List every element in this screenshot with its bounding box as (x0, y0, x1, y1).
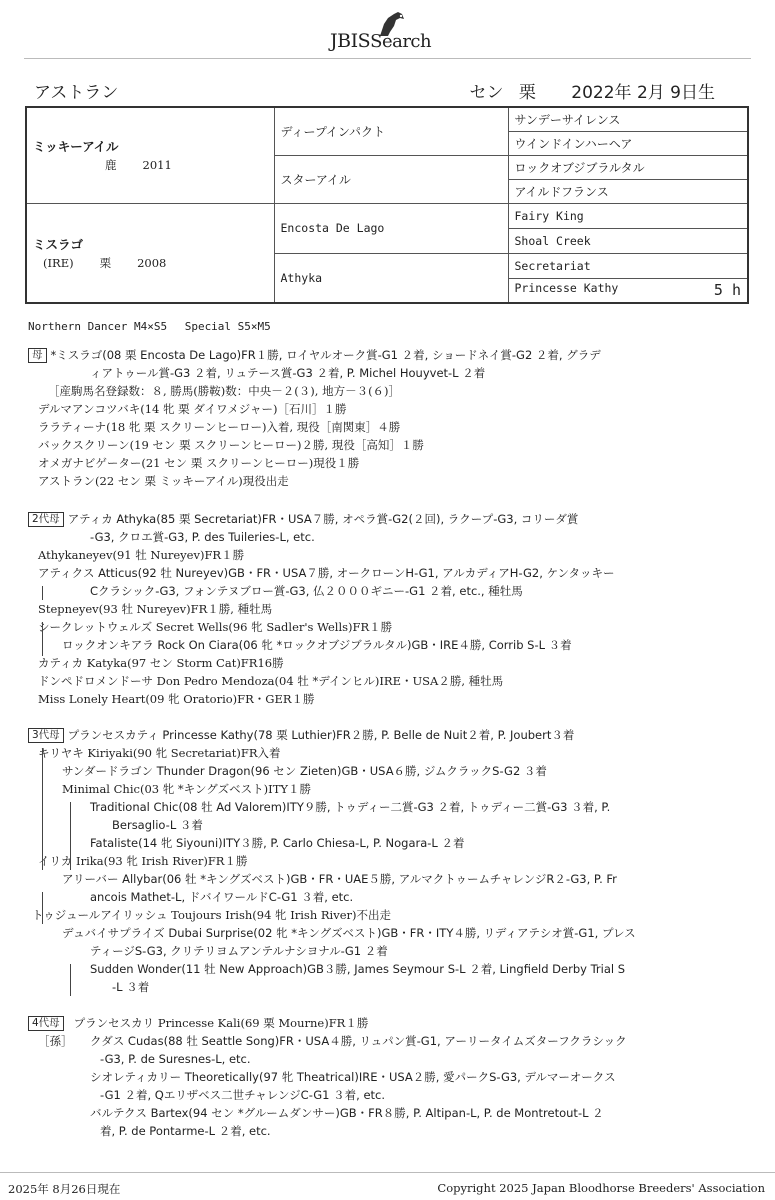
second-dam-record-cont: -G3, クロエ賞-G3, P. des Tuileries-L, etc. (90, 530, 315, 544)
progeny-item-cont: -L ３着 (112, 980, 150, 994)
logo-text: JBISSearch (330, 30, 432, 52)
progeny-item-cont: ティージS-G3, クリテリヨムアンテルナシヨナル-G1 ２着 (90, 944, 388, 958)
progeny-item: トゥジュールアイリッシュ Toujours Irish(94 牝 Irish River)不出走 (32, 908, 392, 922)
tree-line (42, 892, 43, 924)
progeny-item: イリカ Irika(93 牝 Irish River)FR１勝 (38, 854, 248, 868)
horse-sex: セン (469, 83, 504, 103)
g3-ancestor[interactable]: Fairy King (508, 203, 748, 228)
progeny-item: バルテクス Bartex(94 セン *グルームダンサー)GB・FR８勝, P. Altipan-L, P. de Montretout-L ２ (90, 1106, 604, 1120)
dam-record: *ミスラゴ(08 栗 Encosta De Lago)FR１勝, ロイヤルオーク賞-G1 ２着, ショードネイ賞-G2 ２着, グラデ (50, 348, 601, 362)
footer-date: 2025年 8月26日現在 (8, 1182, 121, 1196)
dam-record-cont: ィアトゥール賞-G3 ２着, リュテース賞-G3 ２着, P. Michel Houyvet-L ２着 (90, 366, 486, 380)
progeny-item: アストラン(22 セン 栗 ミッキーアイル)現役出走 (38, 474, 289, 488)
fourth-dam-record: プランセスカリ Princesse Kali(69 栗 Mourne)FR１勝 (73, 1016, 369, 1030)
progeny-item: サンダードラゴン Thunder Dragon(96 セン Zieten)GB・USA６勝, ジムクラックS-G2 ３着 (62, 764, 547, 778)
dam-dam-cell[interactable]: Athyka (274, 253, 508, 303)
horse-name: アストラン (34, 83, 119, 103)
g3-ancestor[interactable]: サンデーサイレンス (508, 107, 748, 131)
progeny-item: Traditional Chic(08 牡 Ad Valorem)ITY９勝, トゥディー二賞-G3 ２着, トゥディー二賞-G3 ３着, P. (90, 800, 611, 814)
g3-ancestor-last[interactable]: Princesse Kathy 5 h (508, 278, 748, 303)
g3-ancestor[interactable]: Secretariat (508, 253, 748, 278)
header-divider (24, 58, 751, 59)
progeny-item: クダス Cudas(88 牡 Seattle Song)FR・USA４勝, リュパン賞-G1, アーリータイムズターフクラシック (90, 1034, 627, 1048)
third-dam-record: プランセスカティ Princesse Kathy(78 栗 Luthier)FR２勝, P. Belle de Nuit２着, P. Joubert３着 (67, 728, 575, 742)
pedigree-table (25, 106, 749, 304)
progeny-item: キリヤキ Kiriyaki(90 牝 Secretariat)FR入着 (38, 746, 281, 760)
dam-progeny-summary: ［産駒馬名登録数：８, 勝馬(勝鞍)数：中央－２(３), 地方－３(６)］ (48, 384, 401, 398)
footer-divider (0, 1172, 775, 1173)
second-dam-section (28, 510, 748, 708)
progeny-item: Fataliste(14 牝 Siyouni)ITY３勝, P. Carlo Chiesa-L, P. Nogara-L ２着 (90, 836, 465, 850)
horse-color: 栗 (518, 83, 536, 103)
sire-details: 鹿 2011 (105, 158, 172, 173)
dam-badge: 母 (28, 348, 47, 363)
horse-info (459, 78, 715, 103)
third-dam-section (28, 726, 748, 996)
horse-title-row (30, 78, 745, 102)
progeny-item: シークレットウェルズ Secret Wells(96 牝 Sadler's Wells)FR１勝 (38, 620, 393, 634)
progeny-item-cont: -G1 ２着, Qエリザベス二世チャレンジC-G1 ３着, etc. (100, 1088, 386, 1102)
second-dam-record: アティカ Athyka(85 栗 Secretariat)FR・USA７勝, オペラ賞-G2(２回), ラクープ-G3, コリーダ賞 (67, 512, 579, 526)
progeny-item: ララティーナ(18 牝 栗 スクリーンヒーロー)入着, 現役［南関東］４勝 (38, 420, 401, 434)
progeny-item: バックスクリーン(19 セン 栗 スクリーンヒーロー)２勝, 現役［高知］１勝 (38, 438, 424, 452)
fourth-dam-section: 4代母 プランセスカリ Princesse Kali(69 栗 Mourne)FR１勝 ［孫］ クダス Cudas(88 牡 Seattle Song)FR・USA４勝, リュパン賞-G1, アーリータイムズターフクラシック -G3, P. de Suresnes-L, etc. シオレティカリー Theoretically(97 牝 Theatrical)IRE・USA２勝, 愛パークS-G3, デルマーオークス -G1 ２着, Qエリザベス二世チャレンジC-G1 ３着, etc. バルテクス Bartex(94 セン *グルームダンサー)GB・FR８勝, P. Altipan-L, P. de Montretout-L ２ 着, P. de Pontarme-L ２着, etc. (28, 1014, 748, 1140)
progeny-item: アリーバー Allybar(06 牡 *キングズベスト)GB・FR・UAE５勝, アルマクトゥームチャレンジR２-G3, P. Fr (62, 872, 617, 886)
tree-line (70, 802, 71, 870)
progeny-item: カティカ Katyka(97 セン Storm Cat)FR16勝 (38, 656, 284, 670)
progeny-item: Stepneyev(93 牡 Nureyev)FR１勝, 種牡馬 (38, 602, 273, 616)
footer-copyright: Copyright 2025 Japan Bloodhorse Breeders' Association (437, 1181, 765, 1195)
progeny-item: デルマアンコツバキ(14 牝 栗 ダイワメジャー)［石川］１勝 (38, 402, 347, 416)
progeny-item: デュバイサプライズ Dubai Surprise(02 牝 *キングズベスト)GB・FR・ITY４勝, リディアテシオ賞-G1, プレス (62, 926, 636, 940)
dam-sire-cell[interactable]: Encosta De Lago (274, 203, 508, 253)
progeny-item-cont: Cクラシック-G3, フォンテヌブロー賞-G3, 仏２０００ギニー-G1 ２着, etc., 種牡馬 (90, 584, 523, 598)
progeny-item: ドンペドロメンドーサ Don Pedro Mendoza(04 牡 *デインヒル)IRE・USA２勝, 種牡馬 (38, 674, 504, 688)
inbreeding-line: Northern Dancer M4×S5 Special S5×M5 (28, 320, 271, 333)
dam-cell[interactable] (26, 203, 274, 303)
family-number: 5 h (713, 281, 741, 300)
progeny-item: Athykaneyev(91 牡 Nureyev)FR１勝 (38, 548, 245, 562)
tree-line (70, 964, 71, 996)
dam-details: (IRE) 栗 2008 (43, 255, 167, 270)
g3-ancestor[interactable]: アイルドフランス (508, 179, 748, 203)
progeny-item-cont: Bersaglio-L ３着 (112, 818, 203, 832)
sire-name[interactable]: ミッキーアイル (33, 139, 119, 155)
sire-dam-cell[interactable]: スターアイル (274, 155, 508, 203)
sire-sire-cell[interactable]: ディープインパクト (274, 107, 508, 155)
tree-line (42, 622, 43, 656)
progeny-item-cont: -G3, P. de Suresnes-L, etc. (100, 1052, 251, 1066)
progeny-item-cont: ancois Mathet-L, ドバイワールドC-G1 ３着, etc. (90, 890, 354, 904)
tree-line (42, 748, 43, 870)
tree-line (42, 586, 43, 600)
progeny-item: Sudden Wonder(11 牡 New Approach)GB３勝, James Seymour S-L ２着, Lingfield Derby Trial S (90, 962, 626, 976)
third-dam-badge: 3代母 (28, 728, 64, 743)
g3-ancestor[interactable]: ロックオブジブラルタル (508, 155, 748, 179)
g3-ancestor[interactable]: ウインドインハーヘア (508, 131, 748, 155)
sire-cell[interactable] (26, 107, 274, 203)
horse-birth: 2022年 2月 9日生 (571, 83, 715, 103)
dam-section (28, 346, 748, 490)
progeny-item: Miss Lonely Heart(09 牝 Oratorio)FR・GER１勝 (38, 692, 315, 706)
progeny-item: Minimal Chic(03 牝 *キングズベスト)ITY１勝 (62, 782, 311, 796)
progeny-item: オメガナビゲーター(21 セン 栗 スクリーンヒーロー)現役１勝 (38, 456, 360, 470)
second-dam-badge: 2代母 (28, 512, 64, 527)
progeny-item: ロックオンキアラ Rock On Ciara(06 牝 *ロックオブジブラルタル)GB・IRE４勝, Corrib S-L ３着 (62, 638, 572, 652)
progeny-item: シオレティカリー Theoretically(97 牝 Theatrical)IRE・USA２勝, 愛パークS-G3, デルマーオークス (90, 1070, 616, 1084)
progeny-item-cont: 着, P. de Pontarme-L ２着, etc. (100, 1124, 271, 1138)
fourth-dam-badge: 4代母 (28, 1016, 64, 1031)
g3-ancestor[interactable]: Shoal Creek (508, 228, 748, 253)
progeny-item: アティクス Atticus(92 牡 Nureyev)GB・FR・USA７勝, オークローンH-G1, アルカディアH-G2, ケンタッキー (38, 566, 615, 580)
dam-name[interactable]: ミスラゴ (33, 236, 84, 252)
jbis-logo (330, 10, 460, 52)
